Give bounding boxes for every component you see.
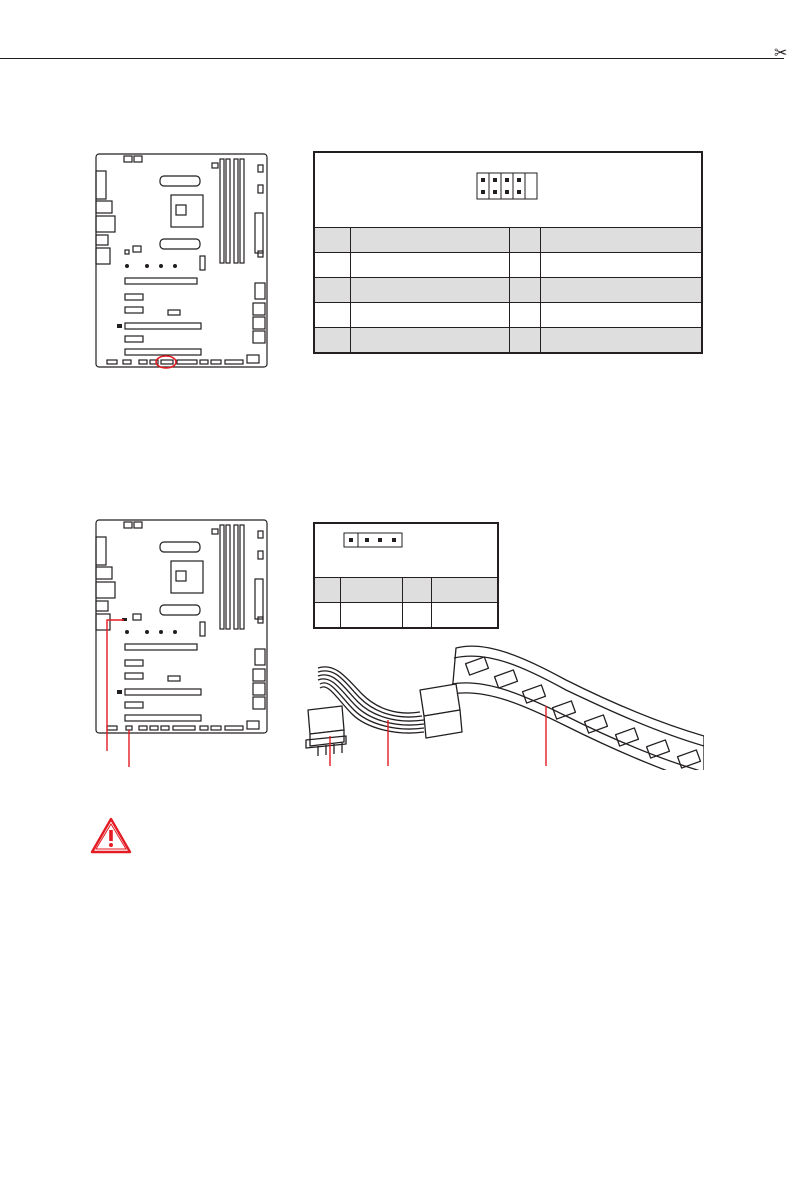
header-pin-diagram-2 [315, 524, 497, 578]
motherboard-diagram-2 [95, 519, 270, 769]
motherboard-outline [95, 153, 270, 369]
pinout-table-1 [313, 151, 703, 354]
motherboard-diagram [95, 153, 270, 369]
table-row [315, 302, 701, 327]
pin-header-icon-2 [315, 524, 497, 578]
page-top-rule [0, 58, 784, 59]
pin-table-body-2 [315, 577, 497, 628]
table-row [315, 252, 701, 277]
motherboard-outline-2 [95, 519, 270, 769]
table-row [315, 327, 701, 352]
led-strip-cable-illustration [296, 636, 704, 775]
header-pin-diagram [315, 153, 701, 227]
warning-triangle-icon [90, 817, 132, 860]
pin-table-body-1 [315, 227, 701, 353]
table-row [315, 602, 497, 627]
scissor-icon: ✂ [774, 45, 788, 62]
pinout-table-2 [313, 522, 499, 629]
pin-header-icon [315, 153, 701, 227]
table-row [315, 577, 497, 602]
table-row [315, 277, 701, 302]
table-row [315, 227, 701, 252]
led-strip-icon [296, 636, 704, 770]
